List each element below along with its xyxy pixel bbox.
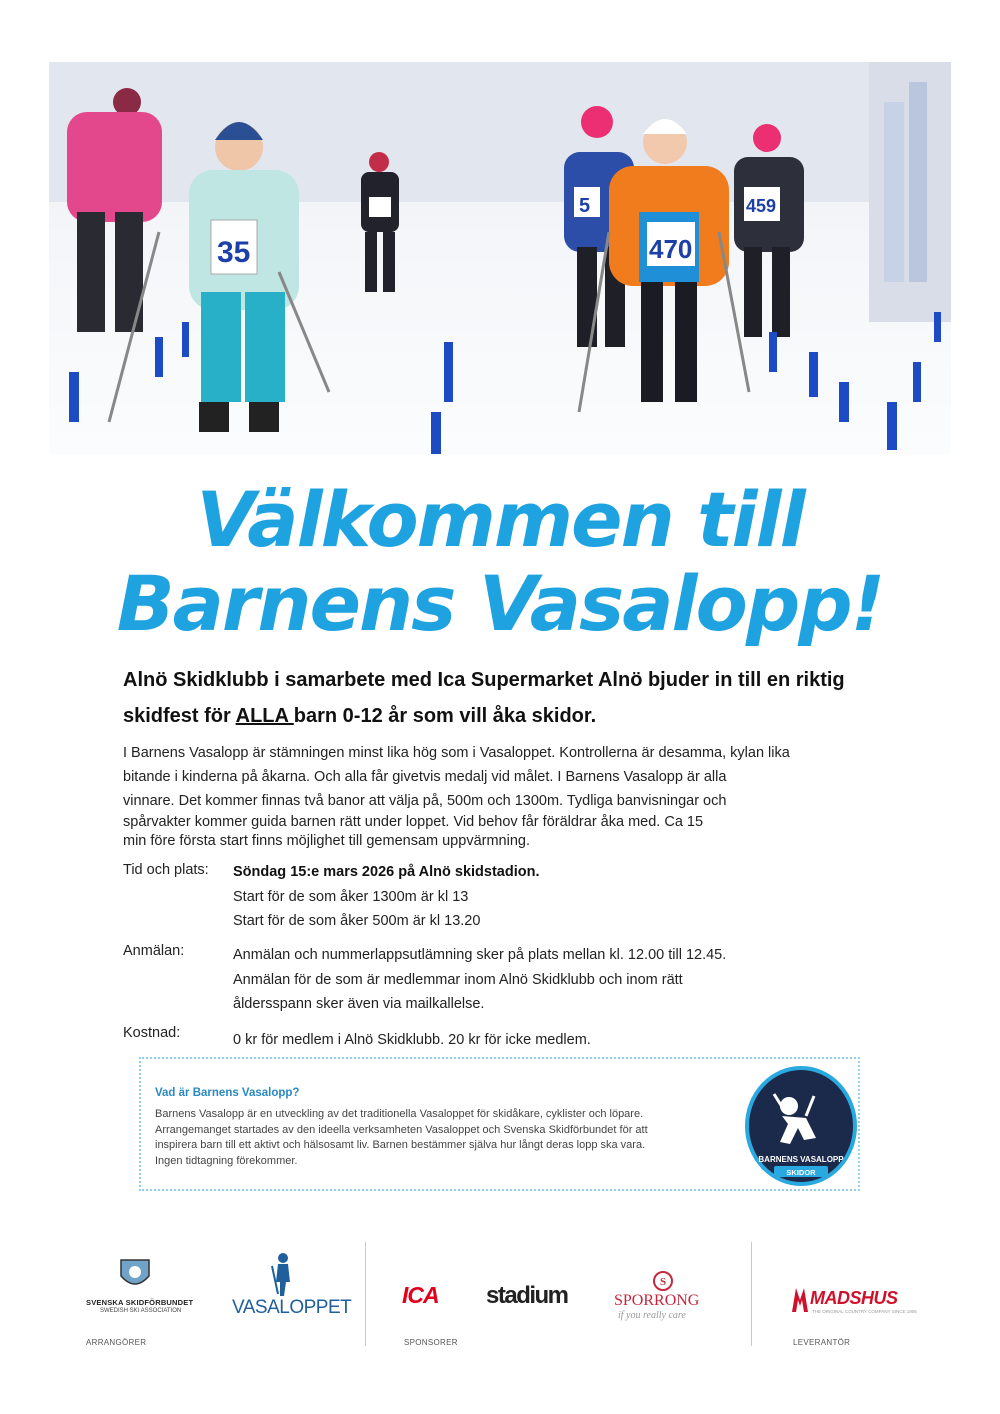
- svg-text:S: S: [659, 1276, 667, 1288]
- ica-logo: ICA: [402, 1282, 439, 1308]
- about-line: Ingen tidtagning förekommer.: [155, 1154, 298, 1167]
- barnens-vasalopp-badge: [744, 1066, 858, 1186]
- badge-title: BARNENS VASALOPP: [758, 1155, 844, 1164]
- ssf-emblem-icon: [117, 1256, 153, 1292]
- caption-arrangorer: ARRANGÖRER: [86, 1338, 147, 1347]
- info-label-tid: Tid och plats:: [123, 862, 209, 878]
- bib-35: 35: [217, 236, 251, 269]
- vasaloppet-logo: VASALOPPET: [232, 1297, 352, 1318]
- madshus-logo: MADSHUS: [810, 1288, 898, 1308]
- body-line: bitande i kinderna på åkarna. Och alla får givetvis medalj vid målet. I Barnens Vasalopp är alla: [123, 769, 727, 785]
- info-tid-och-plats: [123, 860, 883, 935]
- info-value-kostnad: 0 kr för medlem i Alnö Skidklubb. 20 kr för icke medlem.: [233, 1032, 591, 1048]
- intro-underlined: ALLA: [235, 705, 294, 727]
- headline-line-1: Välkommen till: [196, 475, 804, 564]
- bib-470: 470: [649, 234, 693, 264]
- sporrong-emblem-icon: [652, 1270, 674, 1292]
- vasaloppet-skier-icon: [270, 1252, 296, 1296]
- caption-sponsorer: SPONSORER: [404, 1338, 458, 1347]
- stadium-logo: stadium: [486, 1282, 568, 1309]
- about-box: [139, 1057, 860, 1191]
- body-line: spårvakter kommer guida barnen rätt under loppet. Vid behov får föräldrar åka med. Ca 15: [123, 814, 704, 830]
- headline-line-2: Barnens Vasalopp!: [116, 559, 884, 648]
- sporrong-logo: SPORRONG: [614, 1292, 700, 1309]
- background-skier-left: [361, 152, 399, 292]
- intro-part-1: Alnö Skidklubb i samarbete med Ica Supermarket Alnö bjuder in till en riktig skidfest för: [123, 669, 845, 727]
- badge-sub: SKIDOR: [786, 1168, 816, 1177]
- info-anmalan-line: åldersspann sker även via mailkallelse.: [233, 996, 485, 1012]
- sponsor-divider: [751, 1242, 752, 1346]
- sporrong-tagline: if you really care: [618, 1310, 686, 1321]
- info-anmalan-line: Anmälan och nummerlappsutlämning sker på plats mellan kl. 12.00 till 12.45.: [233, 947, 727, 963]
- spectator-pink: [67, 88, 162, 332]
- ssf-sub: SWEDISH SKI ASSOCIATION: [100, 1308, 182, 1314]
- body-line: vinnare. Det kommer finnas två banor att välja på, 500m och 1300m. Tydliga banvisningar och: [123, 793, 727, 809]
- info-anmalan: [123, 943, 883, 1018]
- info-kostnad: [123, 1025, 883, 1055]
- caption-leverantor: LEVERANTÖR: [793, 1338, 851, 1347]
- body-paragraph: [123, 741, 823, 851]
- intro-paragraph: [123, 662, 893, 734]
- bib-459: 459: [746, 196, 777, 216]
- course-flags: [69, 312, 941, 454]
- about-line: Arrangemanget startades av den ideella verksamheten Vasaloppet och Svenska Skidförbundet för att: [155, 1123, 648, 1136]
- headline: [0, 475, 1000, 648]
- info-start-500: Start för de som åker 500m är kl 13.20: [233, 913, 481, 929]
- about-description: [155, 1107, 715, 1169]
- sponsor-divider: [365, 1242, 366, 1346]
- info-label-kostnad: Kostnad:: [123, 1025, 181, 1041]
- bib-5: 5: [579, 195, 591, 217]
- sponsor-strip: [0, 1230, 1000, 1360]
- info-label-anmalan: Anmälan:: [123, 943, 185, 959]
- ssf-name: SVENSKA SKIDFÖRBUNDET: [86, 1298, 194, 1307]
- body-line: I Barnens Vasalopp är stämningen minst lika hög som i Vasaloppet. Kontrollerna är desamma, kylan lika: [123, 745, 790, 761]
- madshus-mark-icon: [792, 1288, 808, 1312]
- about-line: inspirera barn till ett aktivt och hälsosamt liv. Barnen bestämmer själva hur långt deras lopp ska vara.: [155, 1139, 646, 1151]
- body-line: min före första start finns möjlighet till gemensam uppvärmning.: [123, 833, 530, 849]
- intro-part-2: barn 0-12 år som vill åka skidor.: [293, 705, 597, 727]
- info-start-1300: Start för de som åker 1300m är kl 13: [233, 888, 469, 905]
- about-question: Vad är Barnens Vasalopp?: [155, 1087, 300, 1099]
- ski-race-illustration: [49, 62, 951, 454]
- info-anmalan-line: Anmälan för de som är medlemmar inom Alnö Skidklubb och inom rätt: [233, 971, 683, 988]
- info-value-anmalan: [233, 943, 883, 1017]
- about-line: Barnens Vasalopp är en utveckling av det traditionella Vasaloppet för skidåkare, cyklister och löpare.: [155, 1108, 644, 1120]
- madshus-sub: THE ORIGINAL COUNTRY COMPANY SINCE 1906: [812, 1309, 917, 1314]
- hero-photo: [49, 62, 951, 454]
- info-value-tid: [233, 860, 883, 934]
- info-date-bold: Söndag 15:e mars 2026 på Alnö skidstadion.: [233, 864, 540, 880]
